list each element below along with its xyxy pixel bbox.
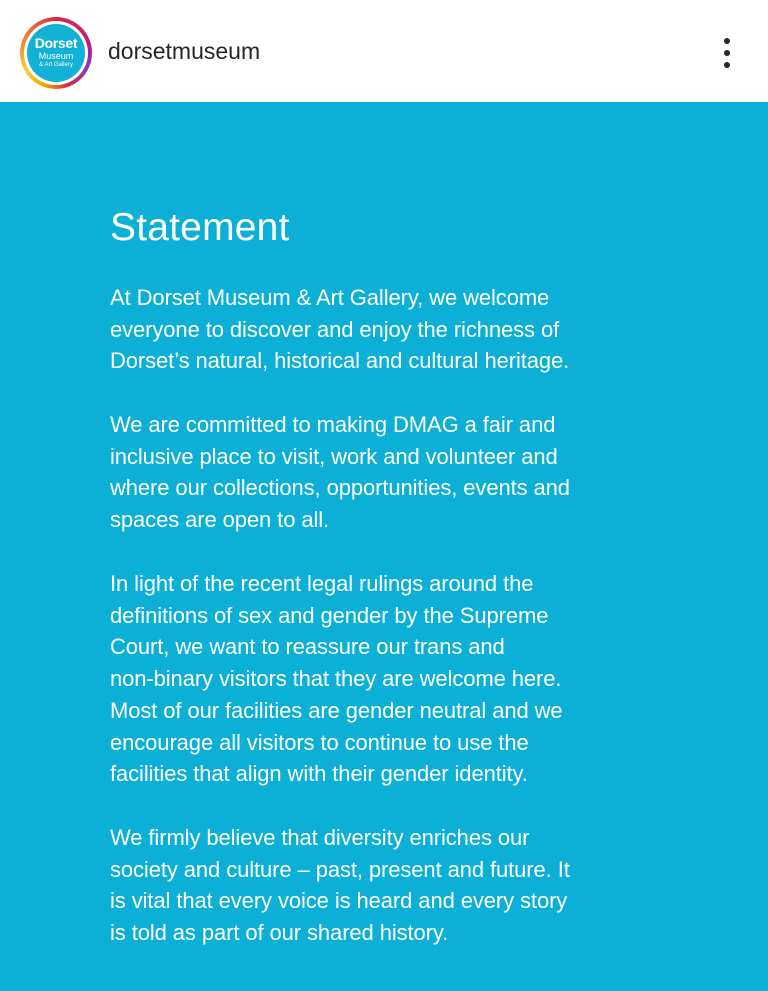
more-vertical-icon [724,50,730,56]
paragraph-line: At Dorset Museum & Art Gallery, we welcome [110,285,550,310]
post-image[interactable] [0,102,768,991]
logo-text-art-gallery: & Art Gallery [39,62,73,68]
paragraph-line: facilities that align with their gender identity. [110,761,528,787]
more-options-button[interactable] [712,36,742,70]
paragraph-diversity [110,822,710,949]
statement-heading: Statement [110,206,290,249]
paragraph-line: spaces are open to all. [110,507,330,533]
logo-text-museum: Museum [38,51,74,61]
paragraph-line: Dorset’s natural, historical and cultural heritage. [110,348,570,374]
more-vertical-icon [724,62,730,68]
paragraph-line: We are committed to making DMAG a fair and [110,412,556,437]
username-link[interactable]: dorsetmuseum [108,38,261,64]
paragraph-line: everyone to discover and enjoy the richness of [110,316,560,342]
paragraph-line: inclusive place to visit, work and volunteer and [110,443,558,469]
paragraph-line: is told as part of our shared history. [110,920,449,946]
logo-text-dorset: Dorset [34,35,78,51]
paragraph-line: non-binary visitors that they are welcome here. [110,666,562,692]
more-vertical-icon [724,38,730,44]
paragraph-line: We firmly believe that diversity enriches our [110,825,530,850]
paragraph-welcome [110,282,710,377]
paragraph-commitment [110,409,710,536]
paragraph-line: In light of the recent legal rulings around the [110,571,534,596]
paragraph-line: society and culture – past, present and future. It [110,856,570,882]
paragraph-line: definitions of sex and gender by the Supreme [110,602,549,628]
paragraph-line: where our collections, opportunities, events and [110,475,570,501]
post-header [0,0,768,102]
paragraph-line: Court, we want to reassure our trans and [110,634,505,660]
paragraph-ruling [110,568,710,790]
paragraph-line: Most of our facilities are gender neutral and we [110,697,563,723]
paragraph-line: is vital that every voice is heard and every story [110,888,568,914]
museum-logo[interactable] [27,24,85,82]
paragraph-line: encourage all visitors to continue to use the [110,729,529,755]
